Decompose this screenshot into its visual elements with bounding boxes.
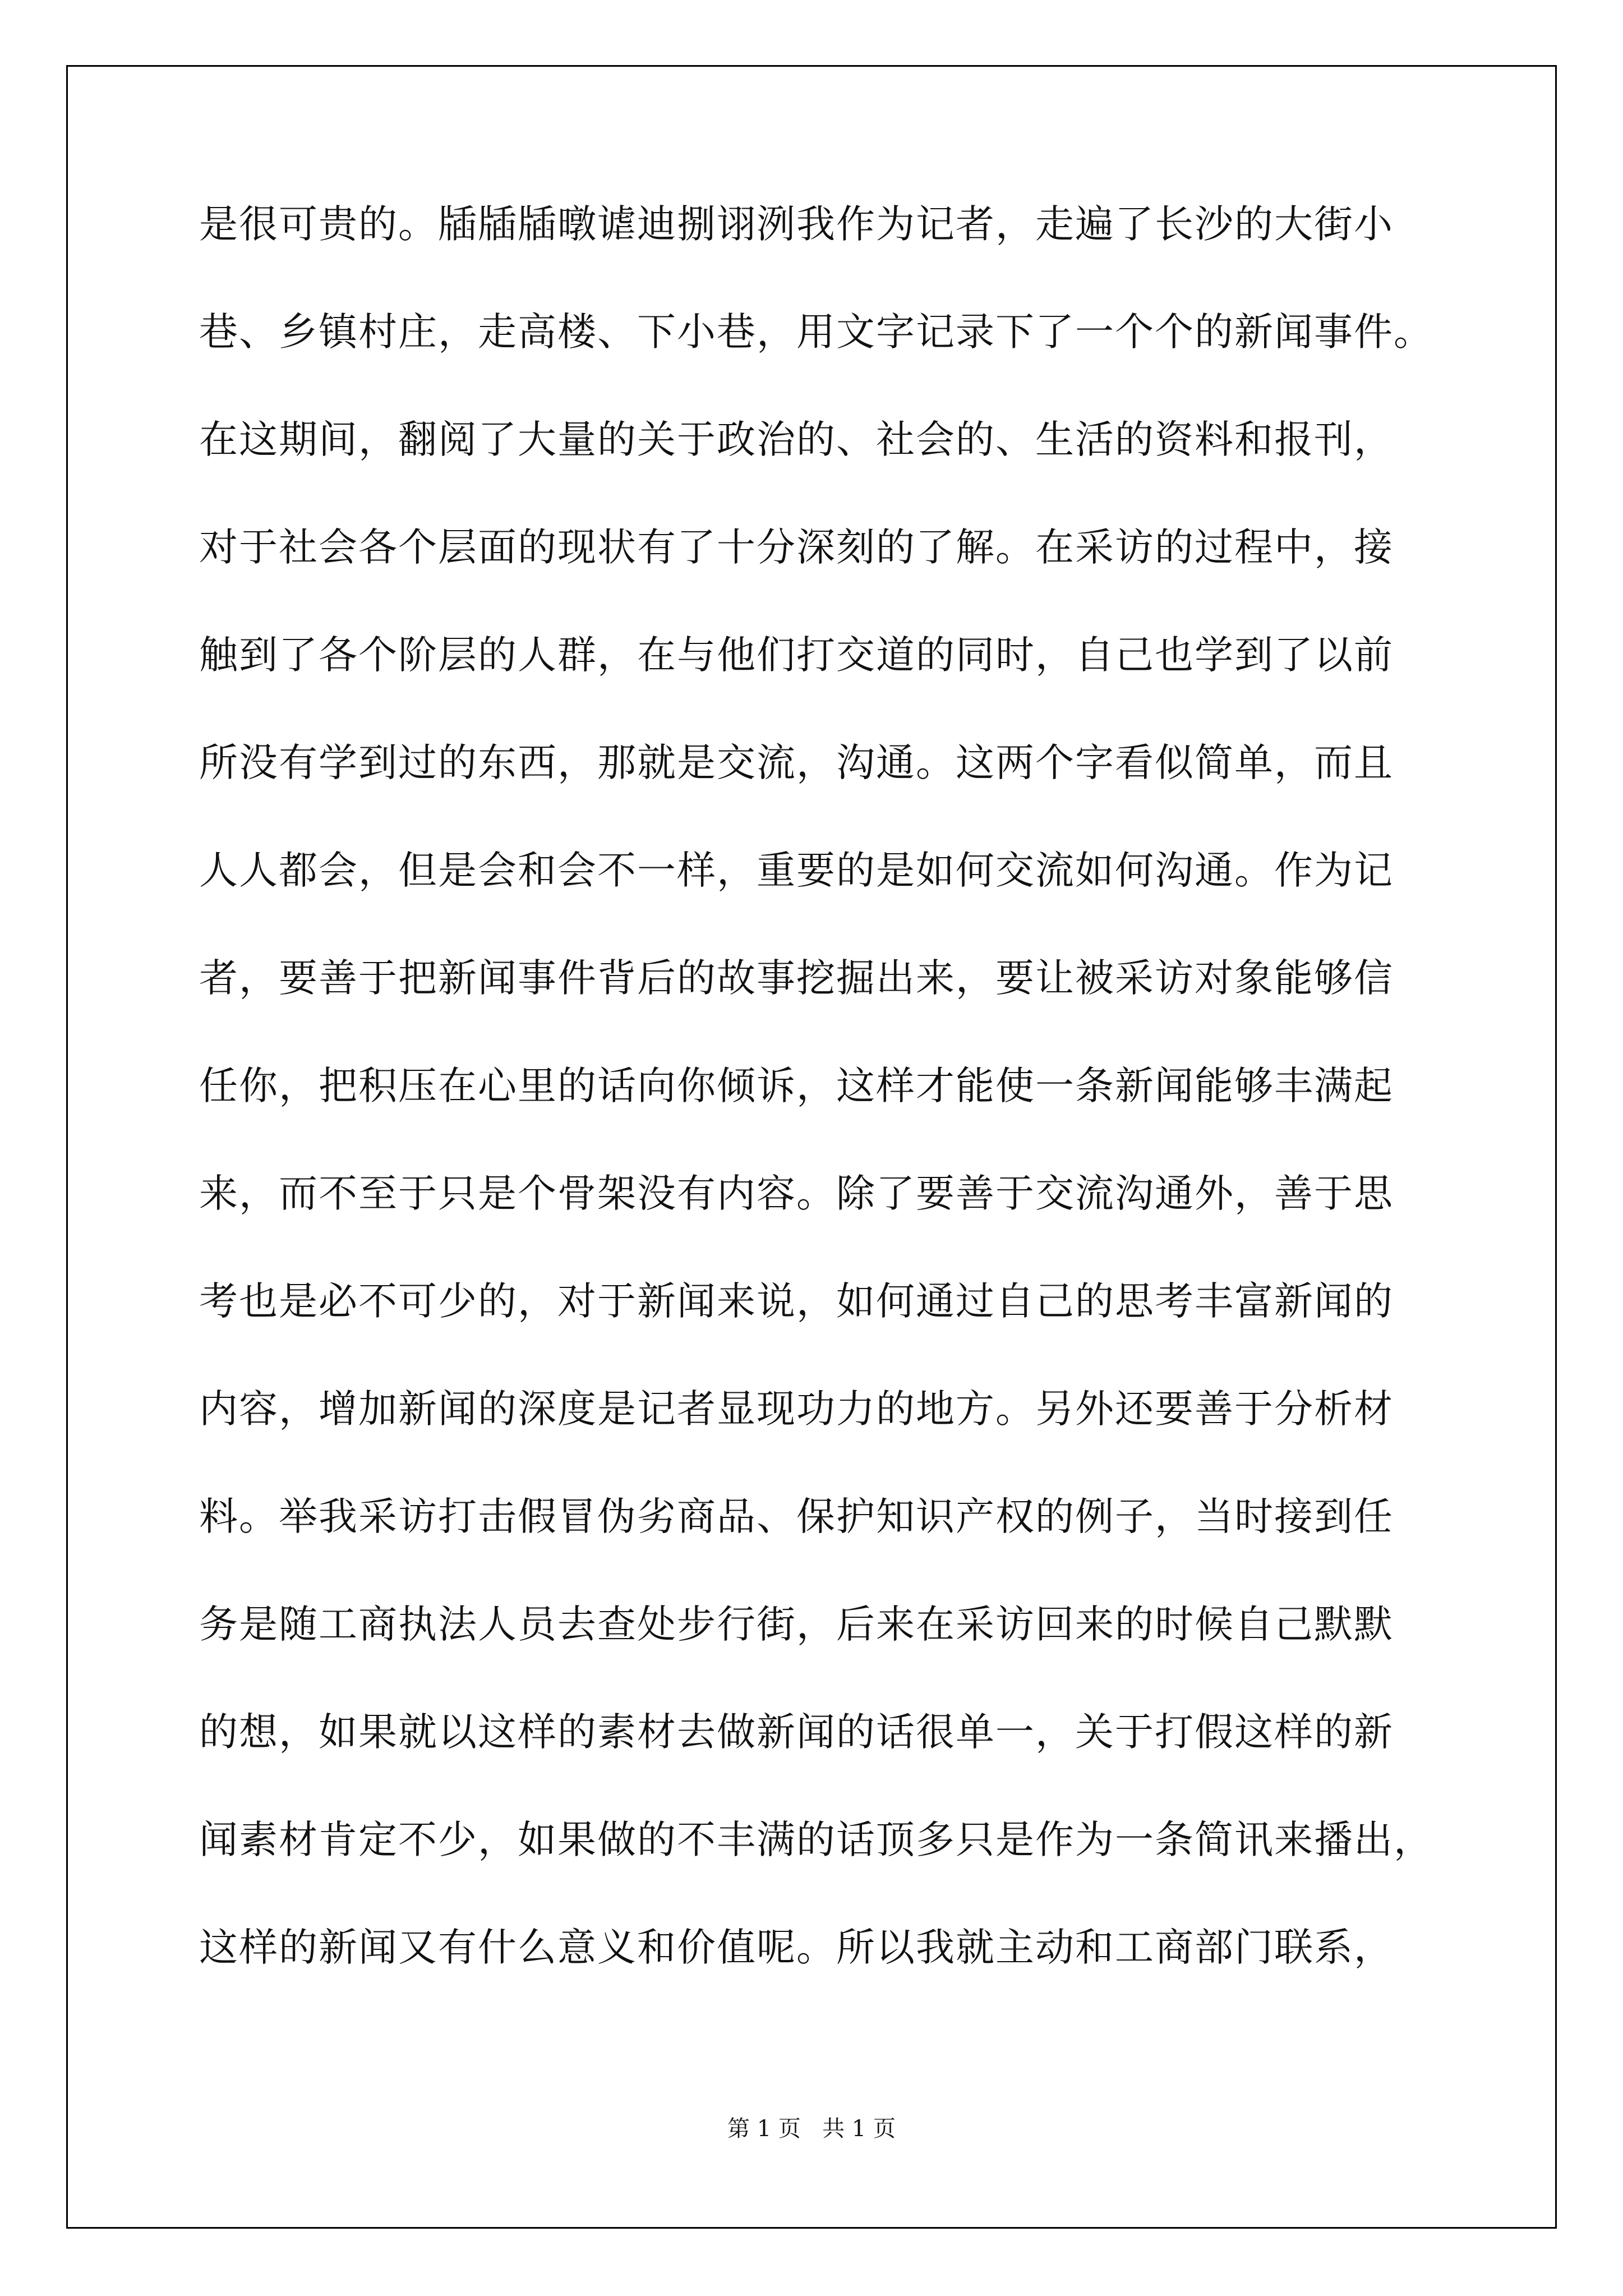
text-line: 任你，把积压在心里的话向你倾诉，这样才能使一条新闻能够丰满起 [199, 1064, 1394, 1108]
text-line: 内容，增加新闻的深度是记者显现功力的地方。另外还要善于分析材 [199, 1387, 1394, 1432]
text-line: 是很可贵的。牐牐牐暾谑迪捌诩洌我作为记者，走遍了长沙的大街小 [199, 202, 1394, 247]
text-line: 人人都会，但是会和会不一样，重要的是如何交流如何沟通。作为记 [199, 848, 1394, 893]
text-line: 来，而不至于只是个骨架没有内容。除了要善于交流沟通外，善于思 [199, 1171, 1394, 1216]
text-line: 闻素材肯定不少，如果做的不丰满的话顶多只是作为一条简讯来播出， [199, 1818, 1433, 1862]
text-line: 对于社会各个层面的现状有了十分深刻的了解。在采访的过程中，接 [199, 525, 1394, 570]
text-line: 巷、乡镇村庄，走高楼、下小巷，用文字记录下了一个个的新闻事件。 [199, 310, 1433, 355]
text-line: 考也是必不可少的，对于新闻来说，如何通过自己的思考丰富新闻的 [199, 1279, 1394, 1324]
text-line: 在这期间，翻阅了大量的关于政治的、社会的、生活的资料和报刊， [199, 417, 1394, 462]
page-number-footer: 第 1 页 共 1 页 [727, 2116, 896, 2142]
text-line: 者，要善于把新闻事件背后的故事挖掘出来，要让被采访对象能够信 [199, 956, 1394, 1001]
text-line: 触到了各个阶层的人群，在与他们打交道的同时，自己也学到了以前 [199, 633, 1394, 678]
text-line: 这样的新闻又有什么意义和价值呢。所以我就主动和工商部门联系， [199, 1925, 1394, 1970]
text-line: 料。举我采访打击假冒伪劣商品、保护知识产权的例子，当时接到任 [199, 1494, 1394, 1539]
document-body [199, 202, 1450, 2001]
text-line: 务是随工商执法人员去查处步行街，后来在采访回来的时候自己默默 [199, 1602, 1394, 1647]
text-line: 的想，如果就以这样的素材去做新闻的话很单一，关于打假这样的新 [199, 1710, 1394, 1755]
text-line: 所没有学到过的东西，那就是交流，沟通。这两个字看似简单，而且 [199, 740, 1394, 785]
